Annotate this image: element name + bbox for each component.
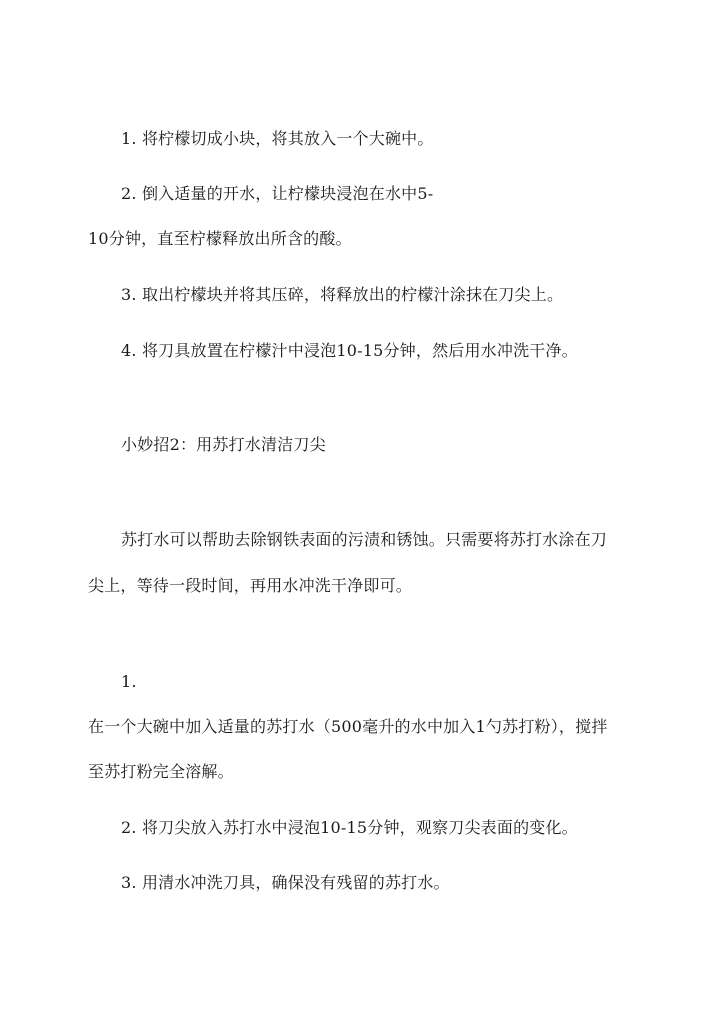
soda-step-3: 3. 用清水冲洗刀具，确保没有残留的苏打水。	[121, 873, 450, 892]
tip2-heading: 小妙招2：用苏打水清洁刀尖	[121, 435, 326, 454]
soda-step-1-continued: 至苏打粉完全溶解。	[88, 762, 234, 781]
soda-step-2: 2. 将刀尖放入苏打水中浸泡10-15分钟，观察刀尖表面的变化。	[121, 818, 578, 837]
lemon-step-4: 4. 将刀具放置在柠檬汁中浸泡10-15分钟，然后用水冲洗干净。	[121, 341, 578, 360]
lemon-step-3: 3. 取出柠檬块并将其压碎，将释放出的柠檬汁涂抹在刀尖上。	[121, 285, 564, 304]
tip2-intro-line-1: 苏打水可以帮助去除钢铁表面的污渍和锈蚀。只需要将苏打水涂在刀	[121, 530, 608, 549]
tip2-intro-line-2: 尖上，等待一段时间，再用水冲洗干净即可。	[88, 576, 413, 595]
soda-step-1-number: 1.	[121, 672, 137, 691]
lemon-step-2: 2. 倒入适量的开水，让柠檬块浸泡在水中5-	[121, 184, 434, 203]
lemon-step-1: 1. 将柠檬切成小块，将其放入一个大碗中。	[121, 129, 434, 148]
lemon-step-2-continued: 10分钟，直至柠檬释放出所含的酸。	[88, 229, 352, 248]
soda-step-1-text: 在一个大碗中加入适量的苏打水（500毫升的水中加入1勺苏打粉），搅拌	[88, 717, 608, 736]
